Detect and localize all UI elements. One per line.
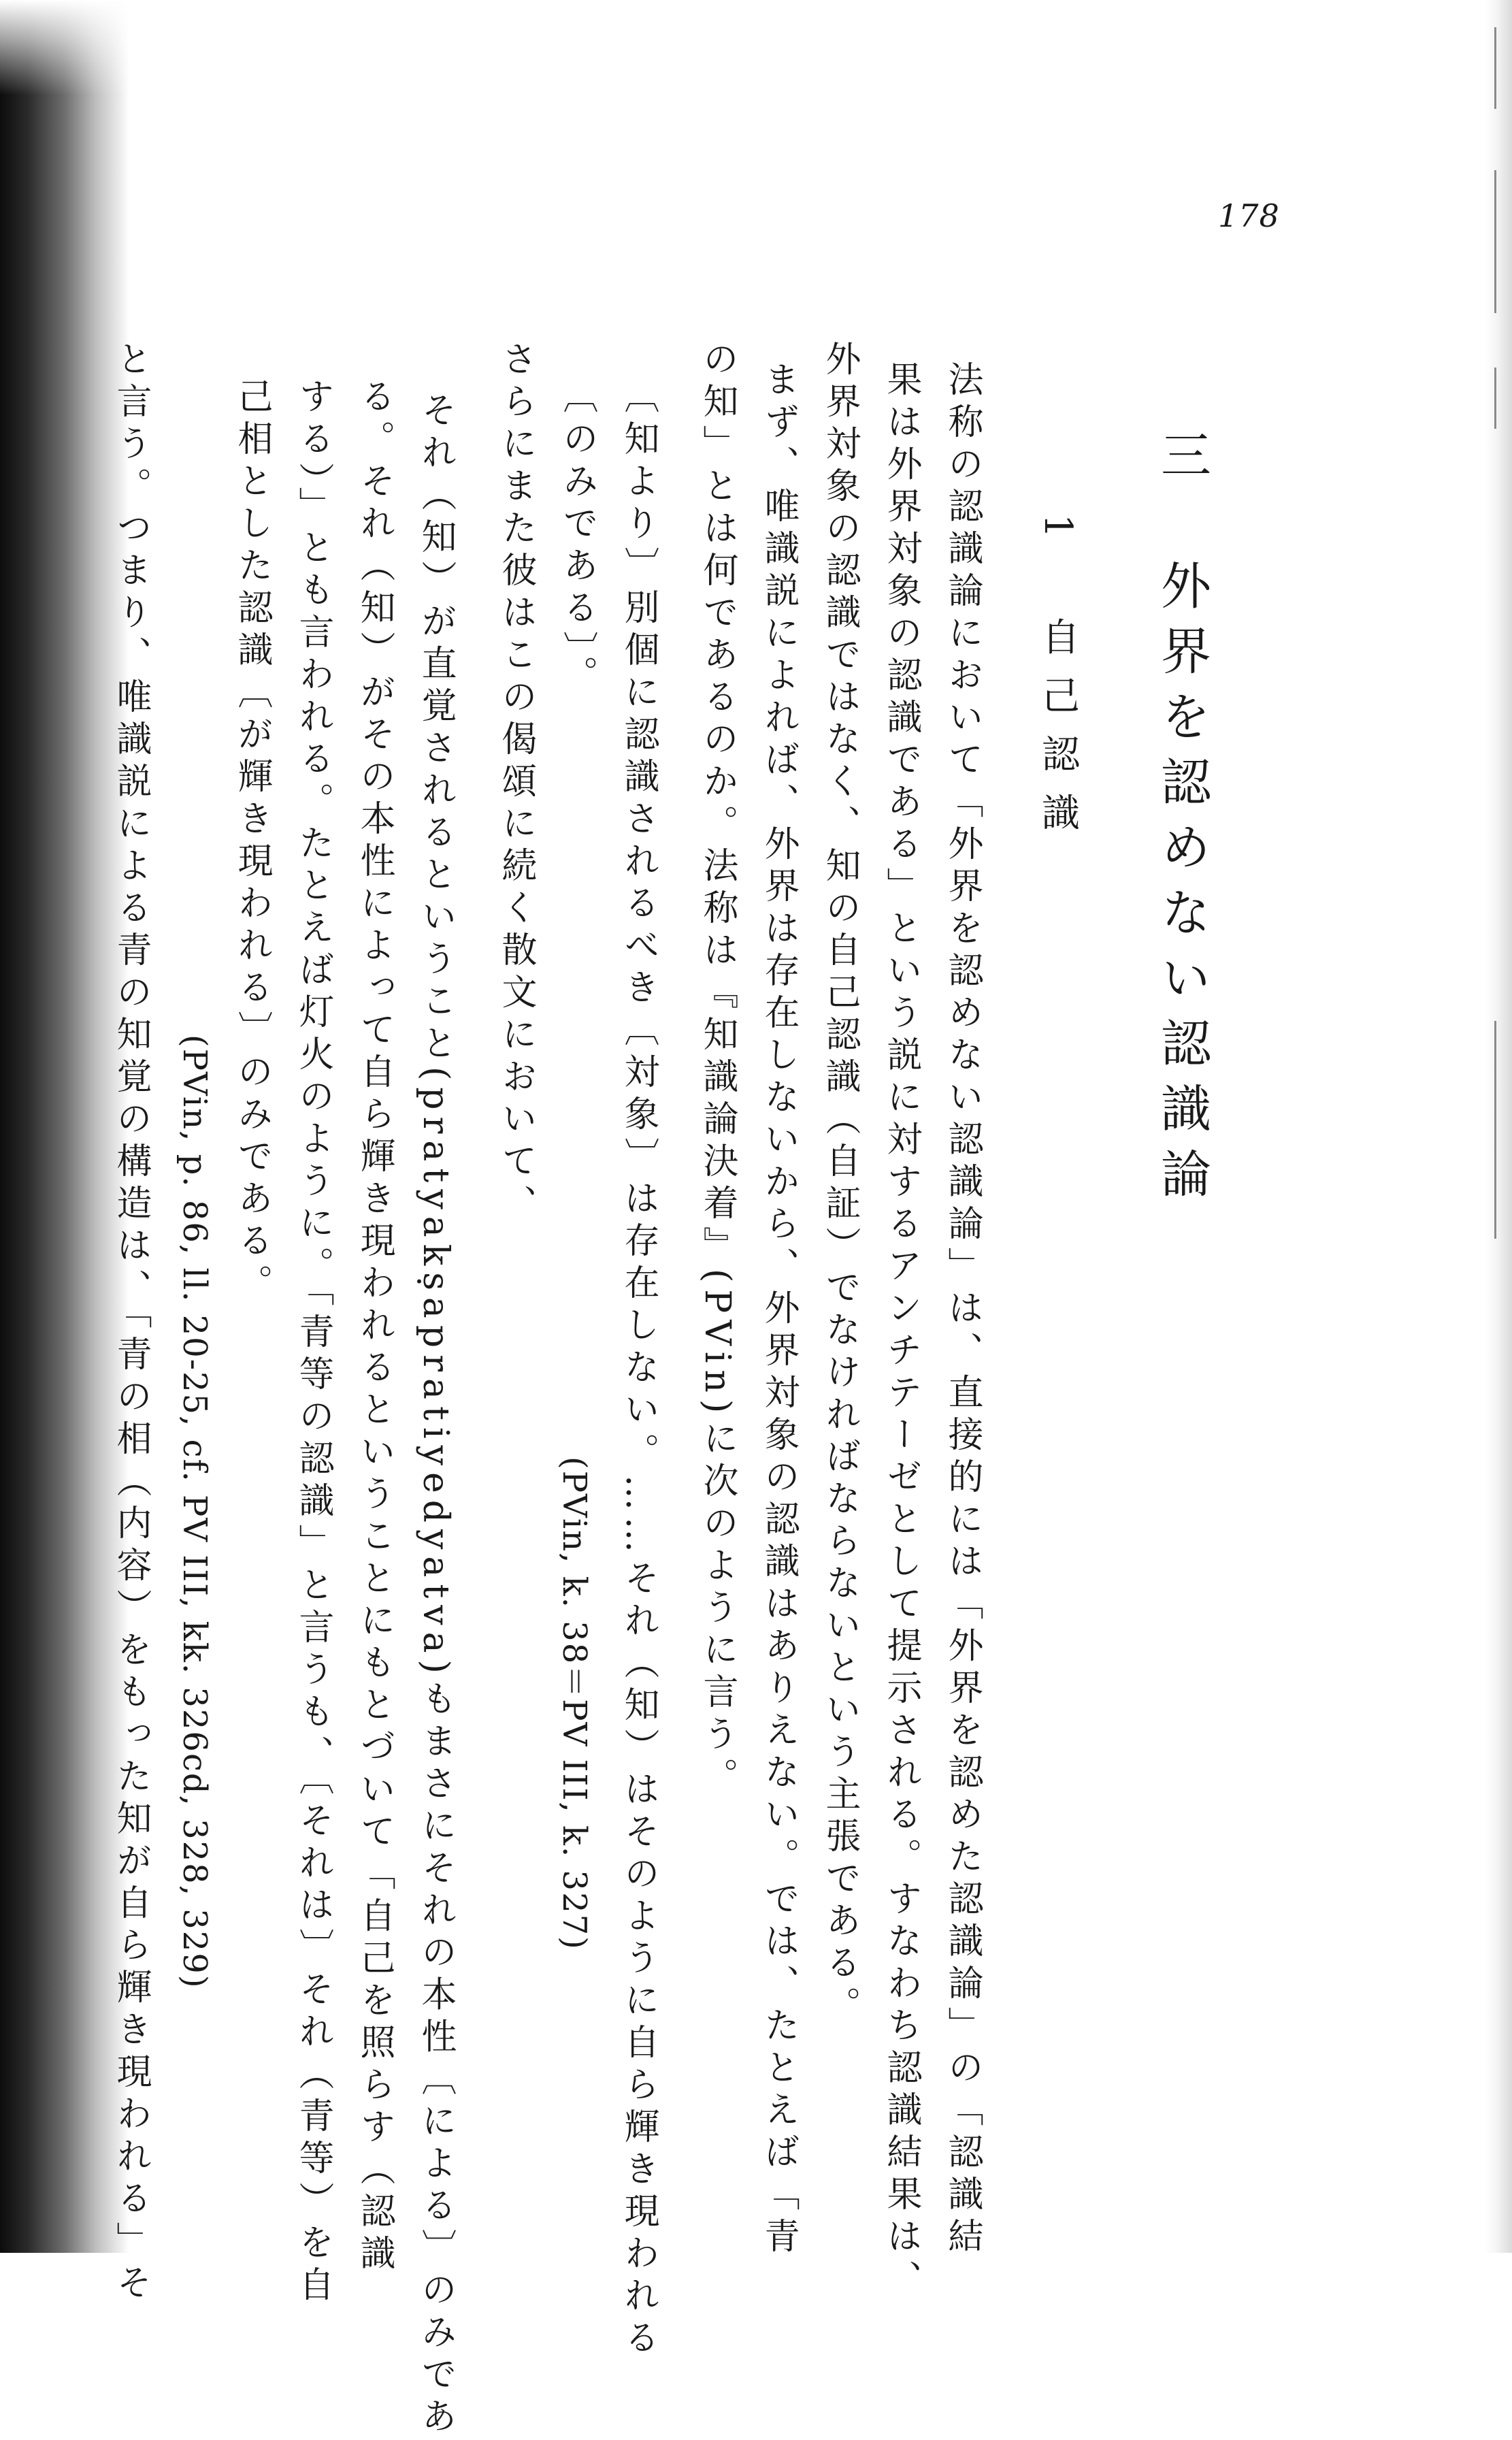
quote2-line-1: それ（知）が直覚されるということ(pratyakṣapratiyedyatva)もまさにそれの本性〔による〕のみであ xyxy=(415,391,456,2440)
edge-mark xyxy=(1494,27,1496,109)
body-line-5: の知」とは何であるのか。法称は『知識論決着』(PVin)に次のように言う。 xyxy=(697,340,738,1800)
body-line-4: まず、唯識説によれば、外界は存在しないから、外界対象の認識はありえない。では、たとえば「青 xyxy=(758,361,799,2260)
quote2-line-2: る。それ（知）がその本性によって自ら輝き現われるということにもとづいて「自己を照らす（認識 xyxy=(354,378,395,2277)
edge-mark xyxy=(1494,170,1496,313)
subsection-heading: 1 自己認識 xyxy=(1036,514,1080,851)
page-number: 178 xyxy=(1218,197,1280,234)
quote2-line-4: 己相とした認識〔が輝き現われる〕のみである。 xyxy=(231,378,272,1306)
body-line-3: 外界対象の認識ではなく、知の自己認識（自証）でなければならないという主張である。 xyxy=(819,340,860,2028)
body-line-7: と言う。つまり、唯識説による青の知覚の構造は、「青の相（内容）をもった知が自ら輝き現われる」そ xyxy=(110,340,151,2306)
body-line-6: さらにまた彼はこの偈頌に続く散文において、 xyxy=(495,340,536,1226)
citation-1: (PVin, k. 38＝PV III, k. 327) xyxy=(555,1457,593,1951)
citation-2: (PVin, p. 86, ll. 20-25, cf. PV III, kk. 326cd, 328, 329) xyxy=(176,1035,214,1989)
scan-right-edge xyxy=(1485,0,1512,2253)
quote-line-1: 〔知より〕別個に認識されるべき〔対象〕は存在しない。……それ（知）はそのように自ら輝き現われる xyxy=(618,378,659,2361)
quote2-line-3: する）」とも言われる。たとえば灯火のように。「青等の認識」と言うも、〔それは〕それ（青等）を自 xyxy=(293,378,333,2308)
edge-mark xyxy=(1494,1021,1496,1239)
section-heading: 三 外界を認めない認識論 xyxy=(1153,429,1211,1213)
body-line-2: 果は外界対象の認識である」という説に対するアンチテーゼとして提示される。すなわち認識結果は、 xyxy=(881,361,921,2302)
quote-line-2: 〔のみである〕。 xyxy=(557,378,597,698)
edge-mark xyxy=(1494,368,1496,429)
body-line-1: 法称の認識論において「外界を認めない認識論」は、直接的には「外界を認めた認識論」の「認識結 xyxy=(942,361,983,2260)
